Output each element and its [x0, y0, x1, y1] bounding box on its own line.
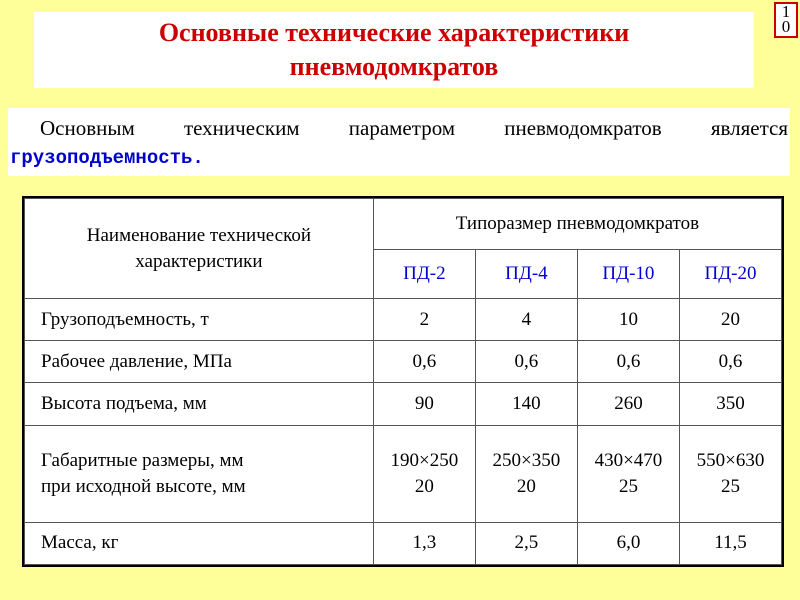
table-row	[25, 299, 782, 341]
table-cell: 2	[373, 299, 475, 341]
table-row	[25, 383, 782, 425]
row-label: Масса, кг	[25, 522, 374, 564]
table-cell: 6,0	[577, 522, 679, 564]
table-cell: 140	[475, 383, 577, 425]
row-label: Рабочее давление, МПа	[25, 341, 374, 383]
table-cell: 0,6	[475, 341, 577, 383]
title-box	[34, 12, 754, 88]
page-number: 1 0	[774, 2, 798, 38]
table-cell: 4	[475, 299, 577, 341]
cell-line: 430×470	[594, 449, 663, 471]
name-column-header: Наименование технической характеристики	[25, 199, 374, 299]
model-header: ПД-2	[373, 250, 475, 299]
table-cell	[679, 425, 781, 522]
cell-line: 20	[516, 475, 536, 497]
table-row	[25, 341, 782, 383]
model-header: ПД-4	[475, 250, 577, 299]
cell-line: 20	[414, 475, 434, 497]
row-label-line: при исходной высоте, мм	[41, 475, 246, 497]
table-cell: 0,6	[577, 341, 679, 383]
cell-line: 25	[618, 475, 638, 497]
table-header-row	[25, 199, 782, 250]
table-cell	[475, 425, 577, 522]
table-cell: 1,3	[373, 522, 475, 564]
row-label	[25, 425, 374, 522]
table-cell: 0,6	[373, 341, 475, 383]
table-row	[25, 425, 782, 522]
table-cell: 10	[577, 299, 679, 341]
row-label: Грузоподъемность, т	[25, 299, 374, 341]
specs-table	[24, 198, 782, 565]
cell-line: 250×350	[492, 449, 561, 471]
cell-line: 550×630	[696, 449, 765, 471]
table-cell: 90	[373, 383, 475, 425]
table-cell: 2,5	[475, 522, 577, 564]
model-header: ПД-10	[577, 250, 679, 299]
table-cell: 0,6	[679, 341, 781, 383]
row-label-line: Габаритные размеры, мм	[41, 449, 244, 471]
table-cell	[373, 425, 475, 522]
specs-table-container	[22, 196, 784, 567]
intro-paragraph	[8, 108, 790, 176]
table-cell: 350	[679, 383, 781, 425]
table-cell: 11,5	[679, 522, 781, 564]
intro-highlight: грузоподъемность.	[10, 147, 204, 169]
page-title: Основные технические характеристики пневмодомкратов	[158, 18, 630, 81]
intro-text: Основным техническим параметром пневмодомкратов является	[40, 116, 788, 140]
type-column-header: Типоразмер пневмодомкратов	[373, 199, 781, 250]
table-cell	[577, 425, 679, 522]
model-header: ПД-20	[679, 250, 781, 299]
cell-line: 190×250	[390, 449, 459, 471]
table-cell: 20	[679, 299, 781, 341]
table-row	[25, 522, 782, 564]
table-cell: 260	[577, 383, 679, 425]
row-label: Высота подъема, мм	[25, 383, 374, 425]
cell-line: 25	[720, 475, 740, 497]
